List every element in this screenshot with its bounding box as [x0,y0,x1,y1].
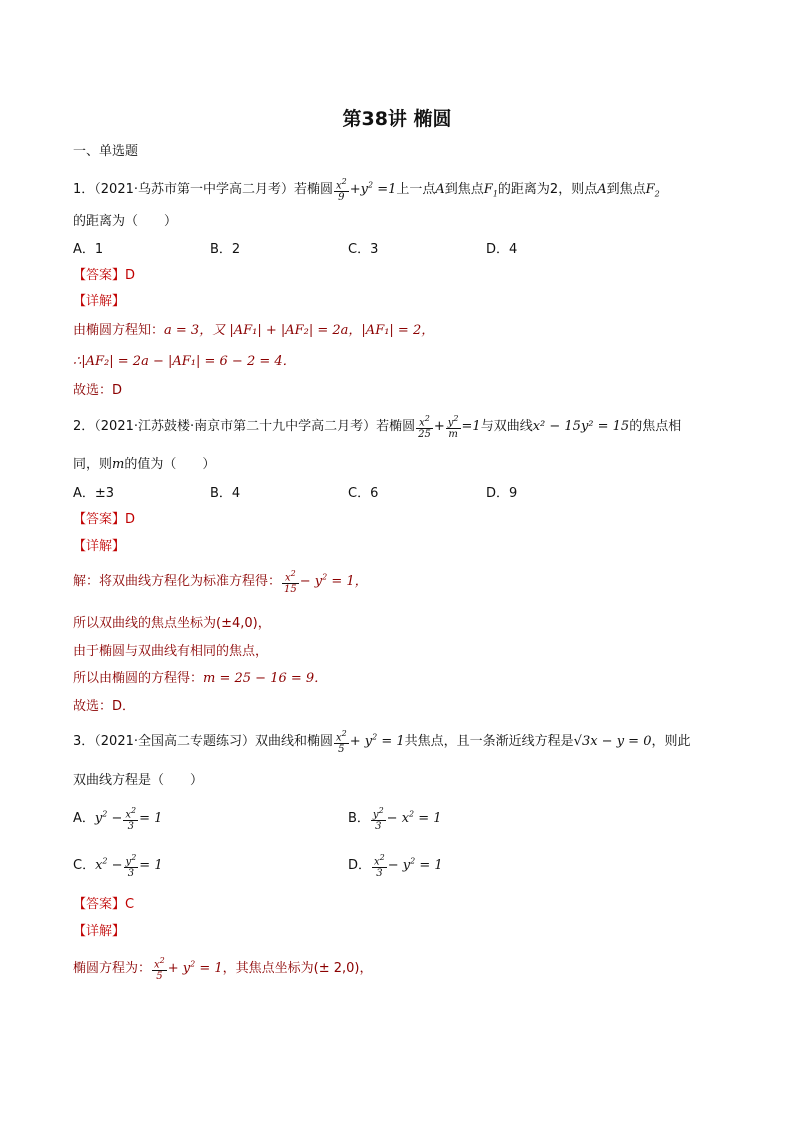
option-letter: A． [73,811,95,827]
q1-solution-2 [73,350,296,369]
solution-text: 所以由椭圆的方程得： [73,671,204,686]
q2-text: 的焦点相 [629,419,682,435]
q1-answer [73,264,135,283]
answer-value: D [125,268,136,283]
q3-option-c: C．$x^2$ − $\frac{y^2}{3}$ = 1 [73,853,163,880]
q2-solution-5: 故选：D． [73,699,136,714]
q2-solution-2: 所以双曲线的焦点坐标为(±4,0)， [73,616,271,631]
q1-line2: 的距离为（ ） [73,214,178,229]
q3-option-a: A．$y^2$ − $\frac{x^2}{3}$ = 1 [73,806,163,833]
q2-text: 的值为（ ） [124,457,216,472]
page-title: 第38讲 椭圆 [342,108,452,130]
q2-solution-1: 解：将双曲线方程化为标准方程得： $\frac{x^2}{15}$ − $y^2 = 1$， [73,569,368,596]
q2-solution-3: 由于椭圆与双曲线有相同的焦点， [73,644,269,659]
q3-solution-1: 椭圆方程为： $\frac{x^2}{5}$ + $y^2 = 1$，其焦点坐标为(± 2,0)， [73,956,373,983]
q3-equation: √3x − y = 0 [573,734,652,750]
q2-option-b: B．4 [210,486,241,501]
fraction: $\frac{x^2}{5}$ [336,729,347,756]
option-letter: D． [348,858,372,874]
q1-option-a: A．1 [73,242,104,257]
q3-line2: 双曲线方程是（ ） [73,773,204,788]
answer-label: 【答案】 [73,512,126,527]
q1-text: 到焦点 [444,182,484,198]
solution-text: 椭圆方程为： [73,961,152,977]
q2-detail-label: 【详解】 [73,539,126,554]
fraction: $\frac{y^2}{m}$ [447,414,459,441]
q3-option-b: B． $\frac{y^2}{3}$ − $x^2 = 1$ [348,806,442,833]
section-heading: 一、单选题 [73,144,139,159]
q2-option-d: D．9 [486,486,518,501]
q1-text: 到焦点 [606,182,646,198]
answer-value: D [125,512,136,527]
fraction: $\frac{x^2}{9}$ [336,177,347,204]
fraction: $\frac{x^2}{5}$ [154,956,165,983]
solution-math: m = 25 − 16 = 9． [203,671,328,686]
q1-solution-1 [73,319,434,338]
q3-option-d: D． $\frac{x^2}{3}$ − $y^2 = 1$ [348,853,443,880]
solution-text: 解：将双曲线方程化为标准方程得： [73,574,282,590]
q2-line2: 同，则m的值为（ ） [73,457,216,472]
answer-label: 【答案】 [73,268,126,283]
q1-option-c: C．3 [348,242,379,257]
q1-text: 上一点 [396,182,436,198]
question-3-stem: 3．（2021·全国高二专题练习）双曲线和椭圆 $\frac{x^2}{5}$ + $y^2 = 1$共焦点，且一条渐近线方程是√3x − y = 0，则此 [73,729,691,756]
q1-prefix: 1．（2021·乌苏市第一中学高二月考）若椭圆 [73,182,333,198]
q3-text: 共焦点，且一条渐近线方程是 [404,734,574,750]
q1-detail-label: 【详解】 [73,294,126,309]
fraction: $\frac{x^2}{25}$ [418,414,431,441]
q3-text: ，则此 [651,734,691,750]
q2-text: 与双曲线 [480,419,533,435]
option-letter: C． [73,858,96,874]
question-1-stem: 1．（2021·乌苏市第一中学高二月考）若椭圆 $\frac{x^2}{9}$ $+y^2 =1$上一点A到焦点$F_1$的距离为2，则点A到焦点$F_2$ [73,177,660,204]
question-2-stem: 2．（2021·江苏鼓楼·南京市第二十九中学高二月考）若椭圆 $\frac{x^2}{25}$ + $\frac{y^2}{m}$ =1与双曲线x² − 15y² = 15的焦点相 [73,414,682,441]
q3-answer [73,893,134,912]
q2-option-c: C．6 [348,486,379,501]
q2-text: 同，则 [73,457,113,472]
q1-solution-3: 故选：D [73,383,123,398]
q3-prefix: 3．（2021·全国高二专题练习）双曲线和椭圆 [73,734,333,750]
solution-text: 由椭圆方程知： [73,323,165,338]
q2-equation: x² − 15y² = 15 [532,419,630,435]
answer-value: C [125,897,135,912]
solution-math: a = 3，又 |AF₁| + |AF₂| = 2a，|AF₁| = 2， [164,323,435,338]
q2-prefix: 2．（2021·江苏鼓楼·南京市第二十九中学高二月考）若椭圆 [73,419,416,435]
q1-option-b: B．2 [210,242,241,257]
answer-label: 【答案】 [73,897,126,912]
q2-solution-4 [73,667,327,686]
q1-text: 的距离为2，则点 [497,182,598,198]
q2-option-a: A．±3 [73,486,115,501]
q2-answer [73,508,135,527]
q1-option-d: D．4 [486,242,518,257]
solution-text: ，其焦点坐标为(± 2,0)， [222,961,373,977]
fraction: $\frac{x^2}{15}$ [284,569,297,596]
option-letter: B． [348,811,370,827]
q3-detail-label: 【详解】 [73,924,126,939]
solution-math: ∴|AF₂| = 2a − |AF₁| = 6 − 2 = 4． [73,354,296,369]
